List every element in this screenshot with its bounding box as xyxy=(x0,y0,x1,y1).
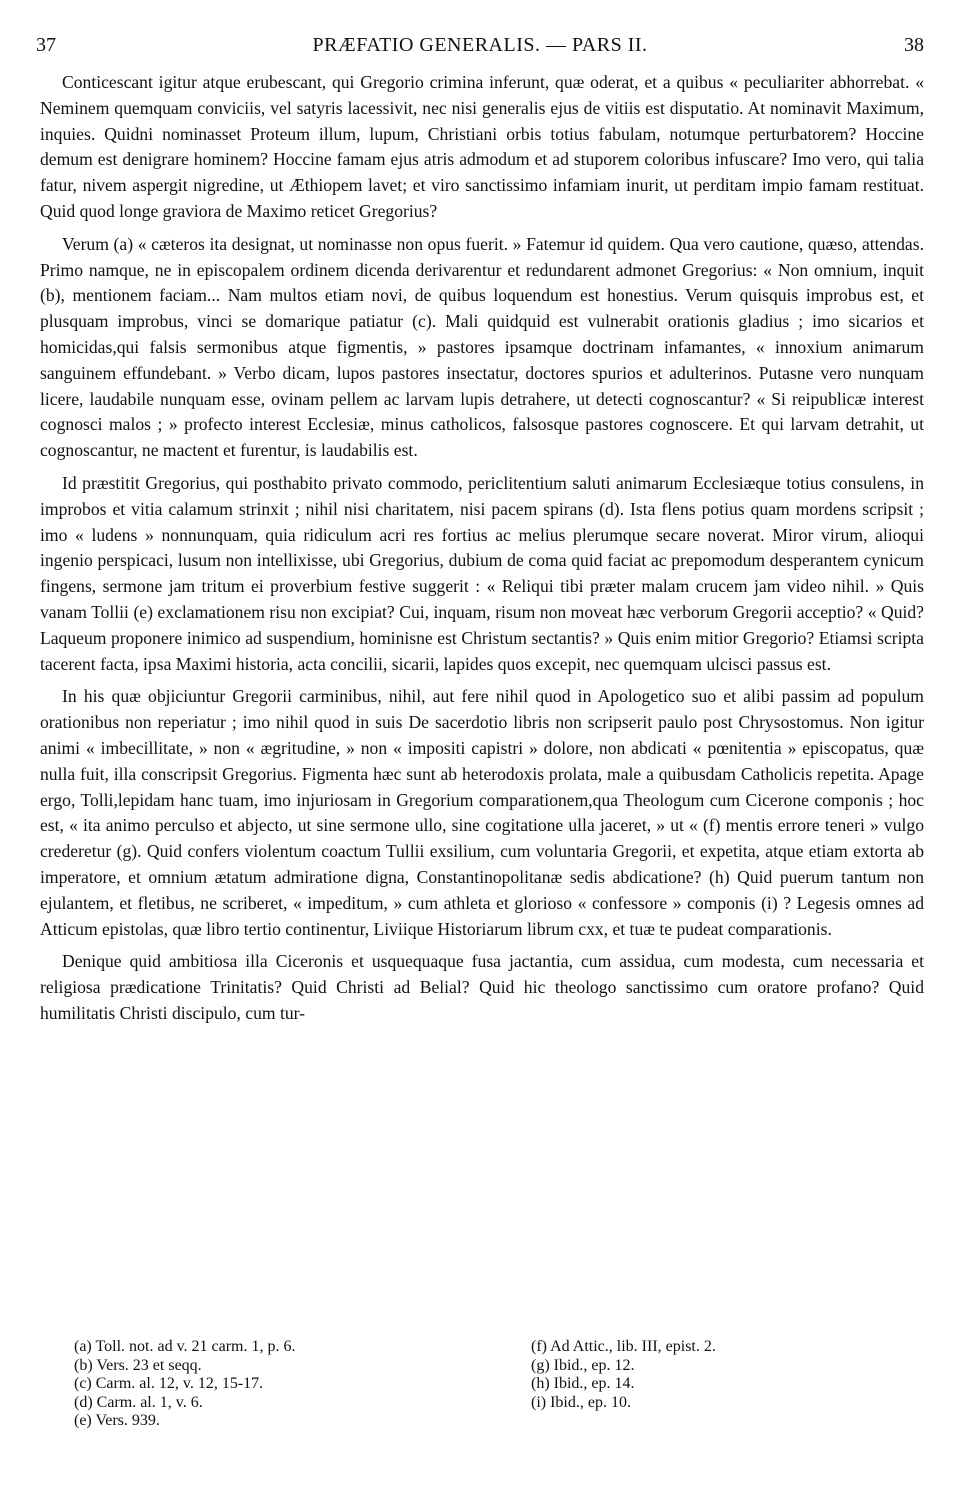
paragraph-5: Denique quid ambitiosa illa Ciceronis et usquequaque fusa jactantia, cum assidua, cum modesta, cum necessaria et religiosa prædicatione Trinitatis? Quid Christi ad Belial? Quid hic theologo sanctissimo cum oratore profano? Quid humilitatis Christi discipulo, cum tur- xyxy=(40,951,924,1023)
footnote-i: (i) Ibid., ep. 10. xyxy=(531,1393,631,1411)
footnote-b: (b) Vers. 23 et seqq. xyxy=(74,1356,202,1374)
footnotes-left-column xyxy=(74,1338,514,1431)
page-number-right: 38 xyxy=(904,34,924,56)
footnotes-right-column xyxy=(531,1338,831,1412)
footnote-d: (d) Carm. al. 1, v. 6. xyxy=(74,1393,203,1411)
body-text xyxy=(40,70,924,1034)
running-header xyxy=(36,34,924,58)
paragraph-1: Conticescant igitur atque erubescant, qui Gregorio crimina inferunt, quæ oderat, et a quibus « peculiariter abhorrebat. « Neminem quemquam conviciis, vel satyris lacessivit, nec nisi generalis ejus de vitiis est disputatio. At nominavit Maximum, inquies. Quidni nominasset Proteum illum, lupum, Christiani orbis totius fabulam, notumque perturbatorem? Hoccine demum est denigrare hominem? Hoccine famam ejus atris admodum et ad stuporem coloribus infuscare? Imo vero, qui talia fatur, nivem aspergit nigredine, ut Æthiopem lavet; et viro sanctissimo infamiam inurit, ut perditam impio famam restituat. Quid quod longe graviora de Maximo reticet Gregorius? xyxy=(40,72,924,221)
running-title: PRÆFATIO GENERALIS. — PARS II. xyxy=(312,34,648,56)
footnote-g: (g) Ibid., ep. 12. xyxy=(531,1356,635,1374)
footnote-a: (a) Toll. not. ad v. 21 carm. 1, p. 6. xyxy=(74,1338,296,1355)
footnote-f: (f) Ad Attic., lib. III, epist. 2. xyxy=(531,1338,716,1355)
page-number-left: 37 xyxy=(36,34,56,56)
footnote-c: (c) Carm. al. 12, v. 12, 15-17. xyxy=(74,1375,264,1392)
footnote-h: (h) Ibid., ep. 14. xyxy=(531,1375,635,1392)
paragraph-3: Id præstitit Gregorius, qui posthabito privato commodo, periclitentium saluti animarum Ecclesiæque totius consulens, in improbos et vitia calamum strinxit ; nihil nisi charitatem, nisi pacem spirans (d). Ista flens potius quam mordens scripsit ; imo « ludens » nonnunquam, quia ridiculum acri res fortius ac melius plerumque secare noverat. Miror virum, alioqui ingenio perspicaci, lusum non intellixisse, ubi Gregorius, dubium de coma quid faciat ac prepomodum desperantem cynicum fingens, sermone jam tritum ei proverbium festive suggerit : « Reliqui tibi præter malam crucem jam video nihil. » Quis vanam Tollii (e) exclamationem risu non excipiat? Cui, inquam, risum non moveat hæc verborum Gregorii acceptio? « Quid? Laqueum proponere inimico ad suspendium, hominisne est Christum sectantis? » Quis enim mitior Gregorio? Etiamsi scripta tacerent facta, ipsa Maximi historia, acta concilii, sicarii, lapides quos excepit, nec quemquam ulcisci passus est. xyxy=(40,472,924,674)
paragraph-4: In his quæ objiciuntur Gregorii carminibus, nihil, aut fere nihil quod in Apologetico suo et alibi passim ad populum orationibus non reperiatur ; imo nihil quod in suis De sacerdotio libris non scripserit paulo post Chrysostomus. Non igitur animi « imbecillitate, » non « ægritudine, » non « impositi capistri » dolore, non abdicati « pœnitentia » episcopatus, quæ nulla fuit, illa conscripsit Gregorius. Figmenta hæc sunt ab heterodoxis prolata, male a quibusdam Catholicis repetita. Apage ergo, Tolli,lepidam hanc tuam, imo injuriosam in Gregorium comparationem,qua Theologum cum Cicerone componis ; hoc est, « ita animo perculso et abjecto, ut sine sermone ullo, sine cogitatione ulla jaceret, » ut « (f) mentis errore teneri » vulgo crederetur (g). Quid confers violentum coactum Tullii exsilium, cum voluntaria Gregorii, et expetita, atque etiam extorta ab imperatore, et omnium ætatum admiratione digna, Constantinopolitanæ sedis abdicatione? (h) Quid puerum tantum non ejulantem, et fletibus, ne scriberet, « impeditum, » cum athleta et glorioso « confessore » componis (i) ? Legesis omnes ad Atticum epistolas, quæ libro tertio continentur, Liviique Historiarum librum cxx, et tuæ te pudeat comparationis. xyxy=(40,686,924,939)
paragraph-2: Verum (a) « cæteros ita designat, ut nominasse non opus fuerit. » Fatemur id quidem. Qua vero cautione, quæso, attendas. Primo namque, ne in episcopalem ordinem dicenda derivarentur et redundarent admonet Gregorius: « Non omnium, inquit (b), mentionem faciam... Nam multos etiam novi, de quibus loquendum est honestius. Verum quisquis improbus est, et plusquam improbus, vinci se domarique patiatur (c). Mali quidquid est vulnerabit orationis gladius ; imo sicarios et homicidas,qui falsis sermonibus atque figmentis, » pastores ipsamque doctrinam infamantes, « innoxium animarum sanguinem effundebant. » Verbo dicam, lupos pastores insectatur, doctores spurios et adulterinos. Putasne vero nunquam licere, laudabile nunquam esse, ovinam pellem ac larvam lupis detrahere, ut detecti cognoscantur? « Si reipublicæ interest cognosci malos ; » profecto interest Ecclesiæ, minus catholicos, falsosque pastores cognoscere. Et qui larvam detrahit, ut cognoscantur, ne mactent et furentur, is laudabilis est. xyxy=(40,233,924,461)
footnote-e: (e) Vers. 939. xyxy=(74,1412,160,1429)
